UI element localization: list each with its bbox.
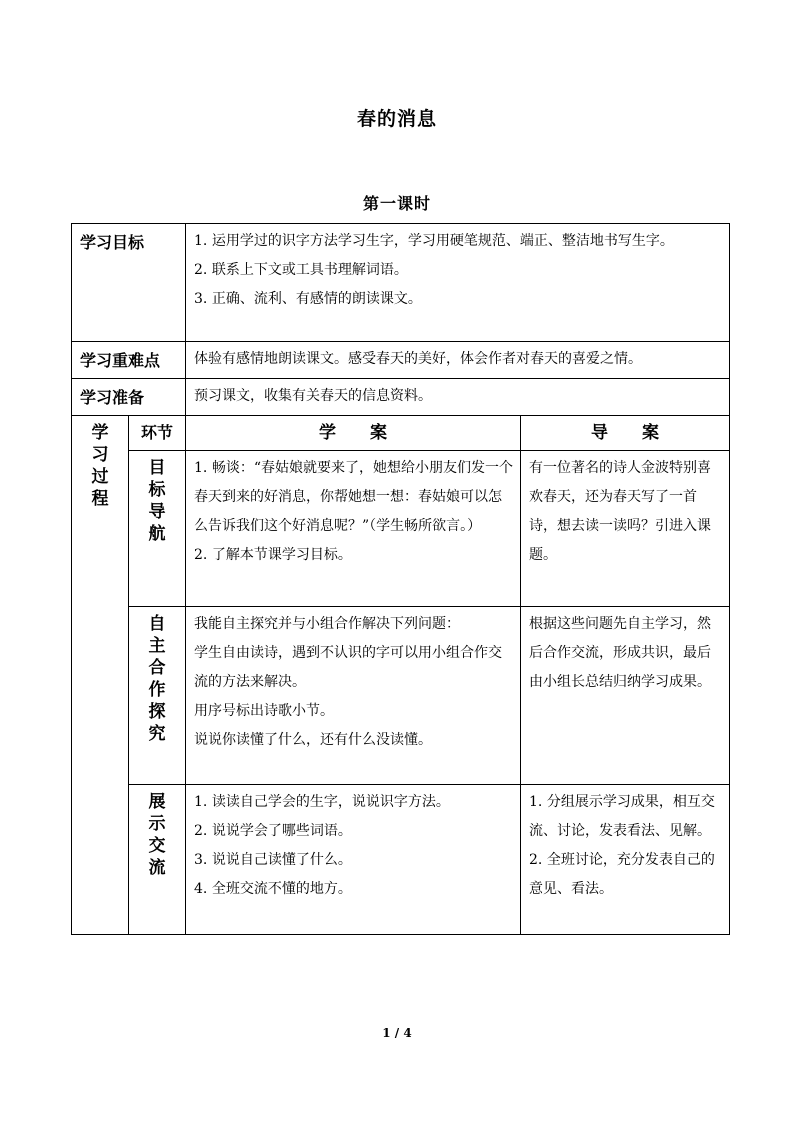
page-title: 春的消息 [356, 108, 437, 130]
key-points-row [72, 342, 730, 379]
goal-item: 2. 联系上下文或工具书理解词语。 [194, 262, 408, 278]
prep-label: 学习准备 [72, 379, 186, 416]
study-cell-1: 1. 畅谈：“春姑娘就要来了，她想给小朋友们发一个春天到来的好消息，你帮她想一想：春姑娘可以怎么告诉我们这个好消息呢？”（学生畅所欲言。） 2. 了解本节课学习目标。 [186, 451, 521, 607]
goals-content [186, 224, 730, 342]
process-row-2 [72, 607, 730, 785]
guide-cell-2: 根据这些问题先自主学习，然后合作交流，形成共识，最后由小组长总结归纳学习成果。 [521, 607, 730, 785]
study-header: 学 案 [186, 416, 521, 451]
key-points-label: 学习重难点 [72, 342, 186, 379]
study-cell-2: 我能自主探究并与小组合作解决下列问题： 学生自由读诗，遇到不认识的字可以用小组合作交流的方法来解决。 用序号标出诗歌小节。 说说你读懂了什么，还有什么没读懂。 [186, 607, 521, 785]
prep-content: 预习课文，收集有关春天的信息资料。 [186, 379, 730, 416]
goal-item: 3. 正确、流利、有感情的朗读课文。 [194, 291, 422, 307]
study-cell-3: 1. 读读自己学会的生字，说说识字方法。 2. 说说学会了哪些词语。 3. 说说自己读懂了什么。 4. 全班交流不懂的地方。 [186, 785, 521, 935]
section-label-1: 目 标 导 航 [129, 451, 186, 607]
goal-item: 1. 运用学过的识字方法学习生字，学习用硬笔规范、端正、整洁地书写生字。 [194, 233, 674, 249]
lesson-plan-table [71, 223, 730, 935]
page-number: 1 / 4 [382, 1026, 412, 1040]
key-points-content: 体验有感情地朗读课文。感受春天的美好，体会作者对春天的喜爱之情。 [186, 342, 730, 379]
process-row-3 [72, 785, 730, 935]
goals-row [72, 224, 730, 342]
process-label: 学 习 过 程 [72, 416, 129, 935]
lesson-subtitle: 第一课时 [362, 194, 431, 213]
guide-header: 导 案 [521, 416, 730, 451]
guide-cell-3: 1. 分组展示学习成果，相互交流、讨论，发表看法、见解。 2. 全班讨论，充分发表自己的意见、看法。 [521, 785, 730, 935]
process-row-1 [72, 451, 730, 607]
section-header: 环节 [129, 416, 186, 451]
section-label-3: 展 示 交 流 [129, 785, 186, 935]
guide-cell-1: 有一位著名的诗人金波特别喜欢春天，还为春天写了一首诗，想去读一读吗？引进入课题。 [521, 451, 730, 607]
goals-label: 学习目标 [72, 224, 186, 342]
process-header-row [72, 416, 730, 451]
section-label-2: 自 主 合 作 探 究 [129, 607, 186, 785]
prep-row [72, 379, 730, 416]
